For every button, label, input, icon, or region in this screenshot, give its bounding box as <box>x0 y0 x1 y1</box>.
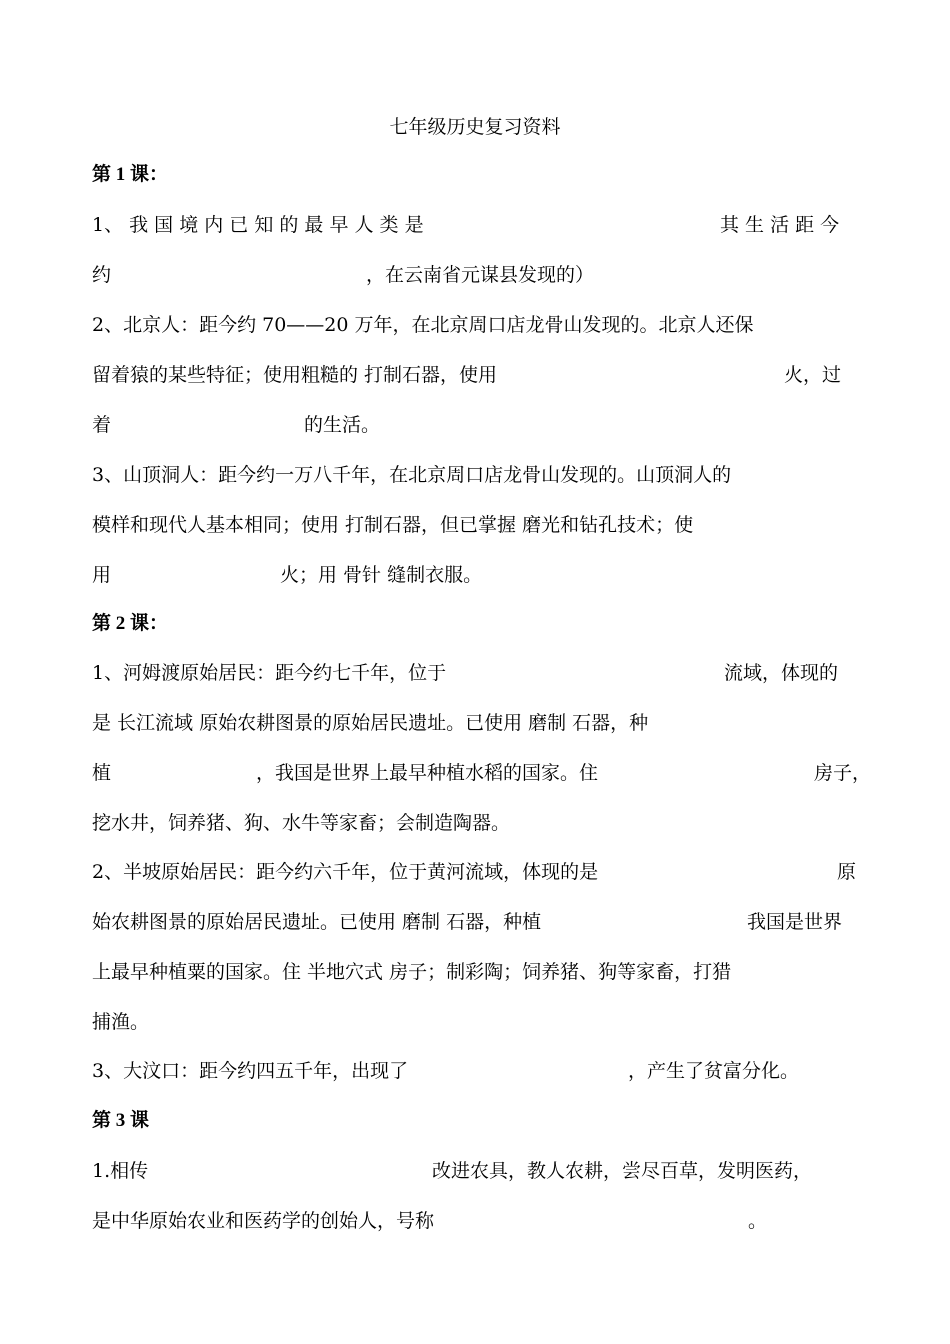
text-segment: 1、 我 国 境 内 已 知 的 最 早 人 类 是 <box>92 214 424 236</box>
text-segment: ，产生了贫富分化。 <box>628 1060 800 1082</box>
text-segment: 流域，体现的 <box>724 662 839 684</box>
lesson-1-heading: 第 1 课： <box>92 164 169 185</box>
paragraph-line: 是 长江流域 原始农耕图景的原始居民遗址。已使用 磨制 石器，种 <box>92 712 649 734</box>
text-segment: 始农耕图景的原始居民遗址。已使用 磨制 石器，种植 <box>92 911 542 933</box>
text-segment: 着 <box>92 414 112 436</box>
paragraph-line: 挖水井，饲养猪、狗、水牛等家畜；会制造陶器。 <box>92 812 511 834</box>
text-segment: 留着猿的某些特征；使用粗糙的 打制石器，使用 <box>92 364 498 386</box>
paragraph-line: 2、北京人：距今约 70——20 万年，在北京周口店龙骨山发现的。北京人还保 <box>92 314 754 336</box>
text-segment: 1.相传 <box>92 1160 149 1182</box>
text-segment: 我国是世界 <box>747 911 843 933</box>
paragraph-line: 模样和现代人基本相同；使用 打制石器，但已掌握 磨光和钻孔技术；使 <box>92 514 694 536</box>
text-segment: 火；用 骨针 缝制衣服。 <box>280 564 483 586</box>
text-segment: 2、半坡原始居民：距今约六千年，位于黄河流域，体现的是 <box>92 861 599 883</box>
text-segment: 是中华原始农业和医药学的创始人，号称 <box>92 1210 435 1232</box>
page-title: 七年级历史复习资料 <box>389 116 561 138</box>
text-segment: 用 <box>92 564 112 586</box>
text-segment: 原 <box>837 861 857 883</box>
lesson-2-heading: 第 2 课： <box>92 613 169 634</box>
text-segment: ，在云南省元谋县发现的） <box>366 264 595 286</box>
text-segment: 。 <box>748 1210 768 1232</box>
text-segment: 房子， <box>814 762 872 784</box>
text-segment: 火，过 <box>784 364 842 386</box>
text-segment: 1、河姆渡原始居民：距今约七千年，位于 <box>92 662 447 684</box>
paragraph-line: 捕渔。 <box>92 1011 150 1033</box>
text-segment: 植 <box>92 762 112 784</box>
text-segment: ，我国是世界上最早种植水稻的国家。住 <box>256 762 599 784</box>
text-segment: 约 <box>92 264 112 286</box>
text-segment: 3、大汶口：距今约四五千年，出现了 <box>92 1060 409 1082</box>
text-segment: 其 生 活 距 今 <box>720 214 840 236</box>
lesson-3-heading: 第 3 课 <box>92 1110 150 1131</box>
text-segment: 改进农具，教人农耕，尝尽百草，发明医药， <box>432 1160 813 1182</box>
paragraph-line: 3、山顶洞人：距今约一万八千年，在北京周口店龙骨山发现的。山顶洞人的 <box>92 464 732 486</box>
paragraph-line: 上最早种植粟的国家。住 半地穴式 房子；制彩陶；饲养猪、狗等家畜，打猎 <box>92 961 732 983</box>
text-segment: 的生活。 <box>304 414 381 436</box>
